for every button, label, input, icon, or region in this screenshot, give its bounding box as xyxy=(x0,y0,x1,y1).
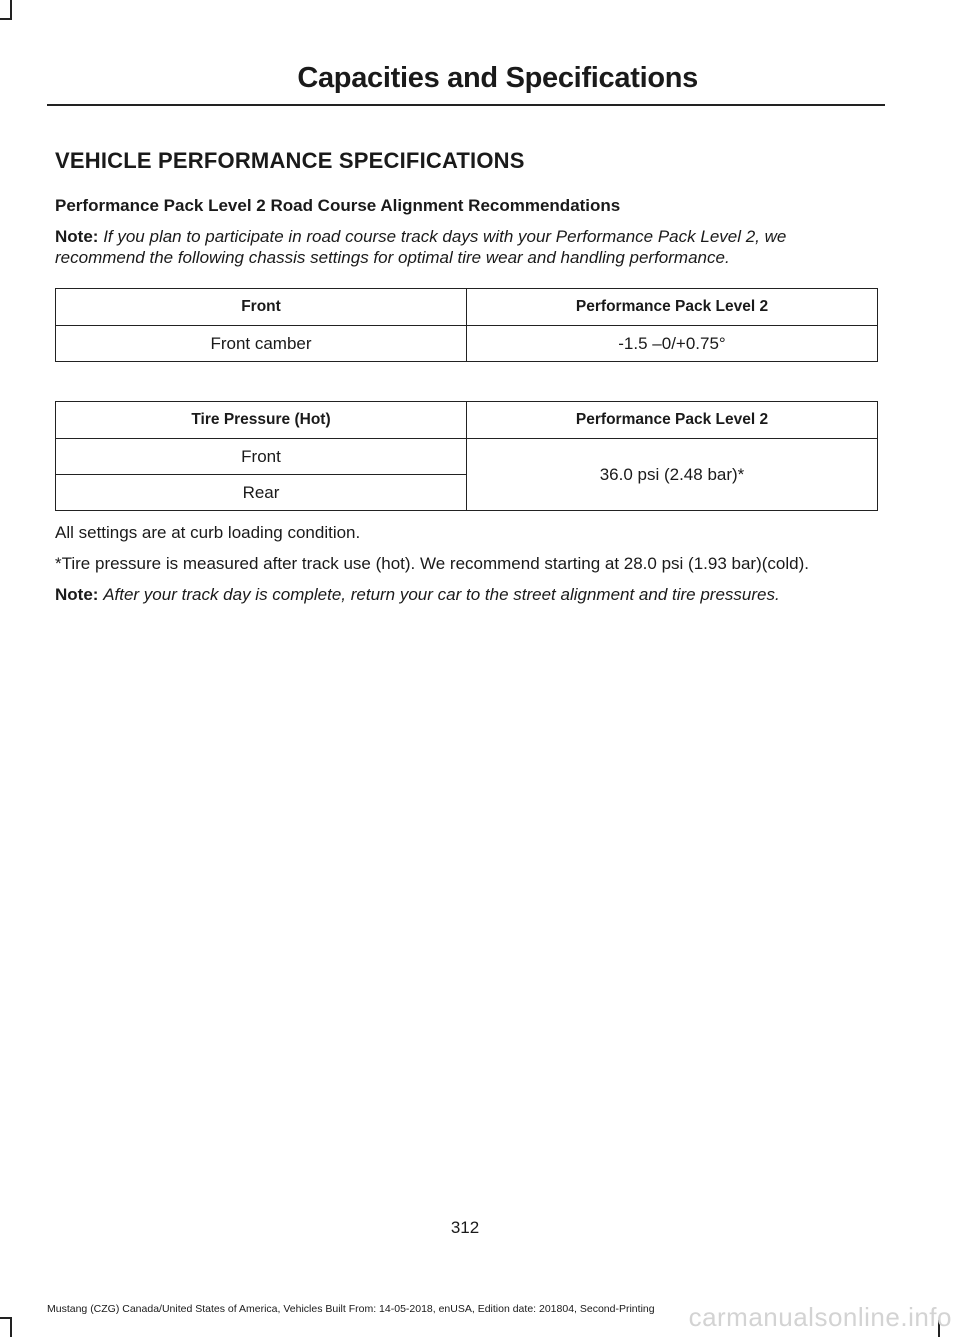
crop-mark xyxy=(10,0,12,20)
crop-mark xyxy=(10,1317,12,1337)
page-header-title: Capacities and Specifications xyxy=(297,62,698,94)
section-title: VEHICLE PERFORMANCE SPECIFICATIONS xyxy=(55,148,525,173)
main-content xyxy=(55,148,880,605)
table-cell-merged: 36.0 psi (2.48 bar)* xyxy=(467,439,878,511)
watermark: carmanualsonline.info xyxy=(688,1302,952,1332)
footer-info: Mustang (CZG) Canada/United States of America, Vehicles Built From: 14-05-2018, enUSA, Edition date: 201804, Second-Printing xyxy=(47,1303,655,1315)
table-row xyxy=(56,326,878,362)
table-header-row xyxy=(56,402,878,439)
crop-mark xyxy=(0,18,12,20)
note-paragraph xyxy=(55,584,880,605)
section-subtitle: Performance Pack Level 2 Road Course Alignment Recommendations xyxy=(55,196,621,215)
table-cell: -1.5 –0/+0.75° xyxy=(467,326,878,362)
header-rule xyxy=(47,104,885,106)
table-header-cell: Performance Pack Level 2 xyxy=(467,289,878,326)
note-label: Note: xyxy=(55,227,99,246)
table-cell: Front xyxy=(56,439,467,475)
page-number: 312 xyxy=(450,1218,480,1237)
table-header-row xyxy=(56,289,878,326)
note-paragraph xyxy=(55,226,880,268)
tire-pressure-table xyxy=(55,401,878,511)
table-header-cell: Tire Pressure (Hot) xyxy=(56,402,467,439)
alignment-table xyxy=(55,288,878,362)
crop-mark xyxy=(0,1317,12,1319)
note-label: Note: xyxy=(55,585,99,604)
table-cell: Front camber xyxy=(56,326,467,362)
table-cell: Rear xyxy=(56,475,467,511)
table-header-cell: Front xyxy=(56,289,467,326)
table-row xyxy=(56,439,878,475)
note-text: After your track day is complete, return your car to the street alignment and tire pressures. xyxy=(103,585,780,604)
note-text: If you plan to participate in road course track days with your Performance Pack Level 2, we recommend the following chassis settings for optimal tire wear and handling performance. xyxy=(55,227,787,267)
body-paragraph: *Tire pressure is measured after track use (hot). We recommend starting at 28.0 psi (1.93 bar)(cold). xyxy=(55,554,809,573)
body-paragraph: All settings are at curb loading condition. xyxy=(55,523,361,542)
table-header-cell: Performance Pack Level 2 xyxy=(467,402,878,439)
